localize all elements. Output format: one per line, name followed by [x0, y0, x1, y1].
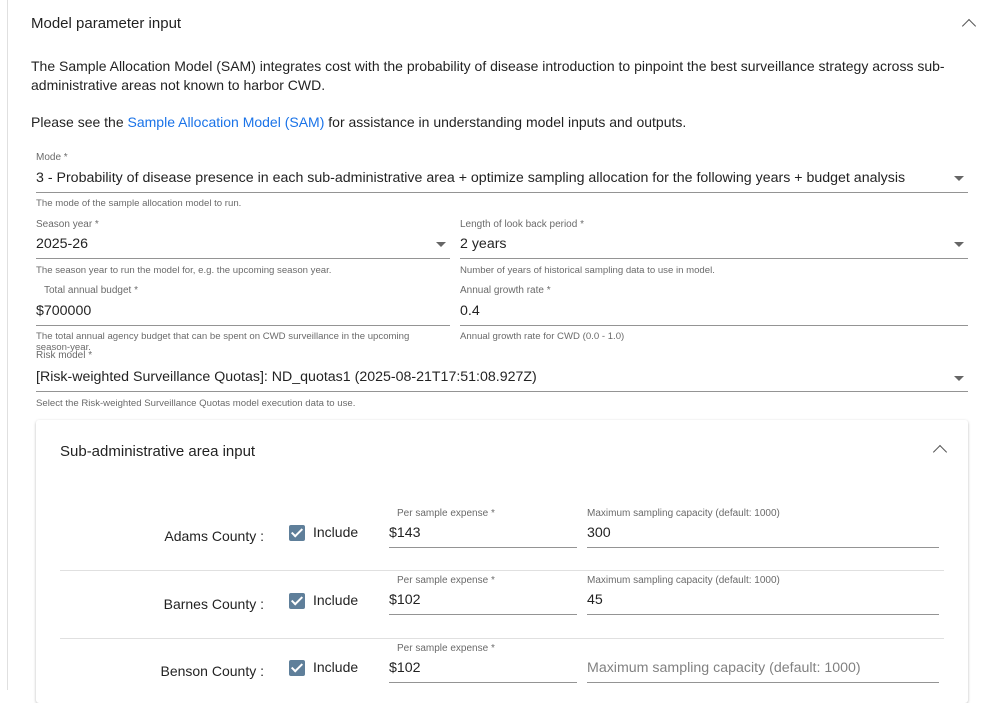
lookback-hint: Number of years of historical sampling data to use in model.: [460, 265, 715, 276]
budget-hint: The total annual agency budget that can be spent on CWD surveillance in the upcoming season-year.: [36, 331, 410, 353]
mode-hint: The mode of the sample allocation model to run.: [36, 198, 242, 209]
expense-label: Per sample expense *: [397, 643, 495, 654]
risk-model-select[interactable]: [Risk-weighted Surveillance Quotas]: ND_quotas1 (2025-08-21T17:51:08.927Z): [36, 369, 537, 385]
capacity-input[interactable]: Maximum sampling capacity (default: 1000): [587, 660, 861, 676]
capacity-underline: [587, 614, 939, 615]
capacity-input[interactable]: 300: [587, 525, 611, 541]
capacity-label: Maximum sampling capacity (default: 1000): [587, 508, 780, 519]
expense-input[interactable]: $102: [389, 592, 421, 608]
capacity-underline: [587, 682, 939, 683]
risk-model-dropdown-icon[interactable]: [954, 376, 964, 381]
expense-input[interactable]: $102: [389, 660, 421, 676]
season-year-hint: The season year to run the model for, e.g. the upcoming season year.: [36, 265, 332, 276]
county-name: Benson County :: [160, 663, 264, 679]
sam-help-link[interactable]: Sample Allocation Model (SAM): [127, 114, 325, 130]
include-checkbox[interactable]: [289, 525, 305, 541]
intro-description: The Sample Allocation Model (SAM) integrates cost with the probability of disease introduction to pinpoint the best surveillance strategy across sub-administrative areas not known to harbor CWD.: [31, 58, 945, 93]
growth-underline: [460, 325, 968, 326]
expense-label: Per sample expense *: [397, 508, 495, 519]
season-year-underline: [36, 258, 450, 259]
mode-select[interactable]: 3 - Probability of disease presence in each sub-administrative area + optimize sampling allocation for the following years + budget analysis: [36, 170, 906, 186]
mode-dropdown-icon[interactable]: [954, 176, 964, 181]
budget-underline: [36, 325, 450, 326]
help-suffix: for assistance in understanding model inputs and outputs.: [324, 114, 687, 130]
section-title: Model parameter input: [31, 15, 182, 32]
expense-underline: [389, 614, 577, 615]
season-year-dropdown-icon[interactable]: [436, 242, 446, 247]
left-border: [7, 0, 8, 690]
season-year-label: Season year *: [36, 219, 99, 230]
growth-label: Annual growth rate *: [460, 285, 551, 296]
include-checkbox[interactable]: [289, 660, 305, 676]
row-divider: [60, 570, 944, 571]
expense-underline: [389, 547, 577, 548]
county-name: Barnes County :: [163, 596, 264, 612]
capacity-label: Maximum sampling capacity (default: 1000): [587, 575, 780, 586]
lookback-dropdown-icon[interactable]: [954, 242, 964, 247]
risk-model-hint: Select the Risk-weighted Surveillance Quotas model execution data to use.: [36, 398, 356, 409]
mode-underline: [36, 192, 968, 193]
capacity-input[interactable]: 45: [587, 592, 603, 608]
budget-input[interactable]: $700000: [36, 303, 92, 319]
row-divider: [60, 638, 944, 639]
subarea-title: Sub-administrative area input: [60, 443, 256, 460]
lookback-select[interactable]: 2 years: [460, 236, 507, 252]
risk-model-underline: [36, 391, 968, 392]
expense-underline: [389, 682, 577, 683]
growth-input[interactable]: 0.4: [460, 303, 480, 319]
chevron-up-icon[interactable]: [962, 19, 976, 33]
budget-label: Total annual budget *: [44, 285, 138, 296]
lookback-underline: [460, 258, 968, 259]
capacity-underline: [587, 547, 939, 548]
growth-hint: Annual growth rate for CWD (0.0 - 1.0): [460, 331, 625, 342]
risk-model-label: Risk model *: [36, 350, 93, 361]
include-checkbox[interactable]: [289, 593, 305, 609]
help-line: [31, 113, 961, 132]
expense-label: Per sample expense *: [397, 575, 495, 586]
include-label: Include: [313, 592, 359, 608]
lookback-label: Length of look back period *: [460, 219, 584, 230]
help-prefix: Please see the: [31, 114, 128, 130]
mode-label: Mode *: [36, 152, 68, 163]
include-label: Include: [313, 524, 359, 540]
season-year-select[interactable]: 2025-26: [36, 236, 89, 252]
county-name: Adams County :: [164, 528, 264, 544]
include-label: Include: [313, 659, 359, 675]
expense-input[interactable]: $143: [389, 525, 421, 541]
